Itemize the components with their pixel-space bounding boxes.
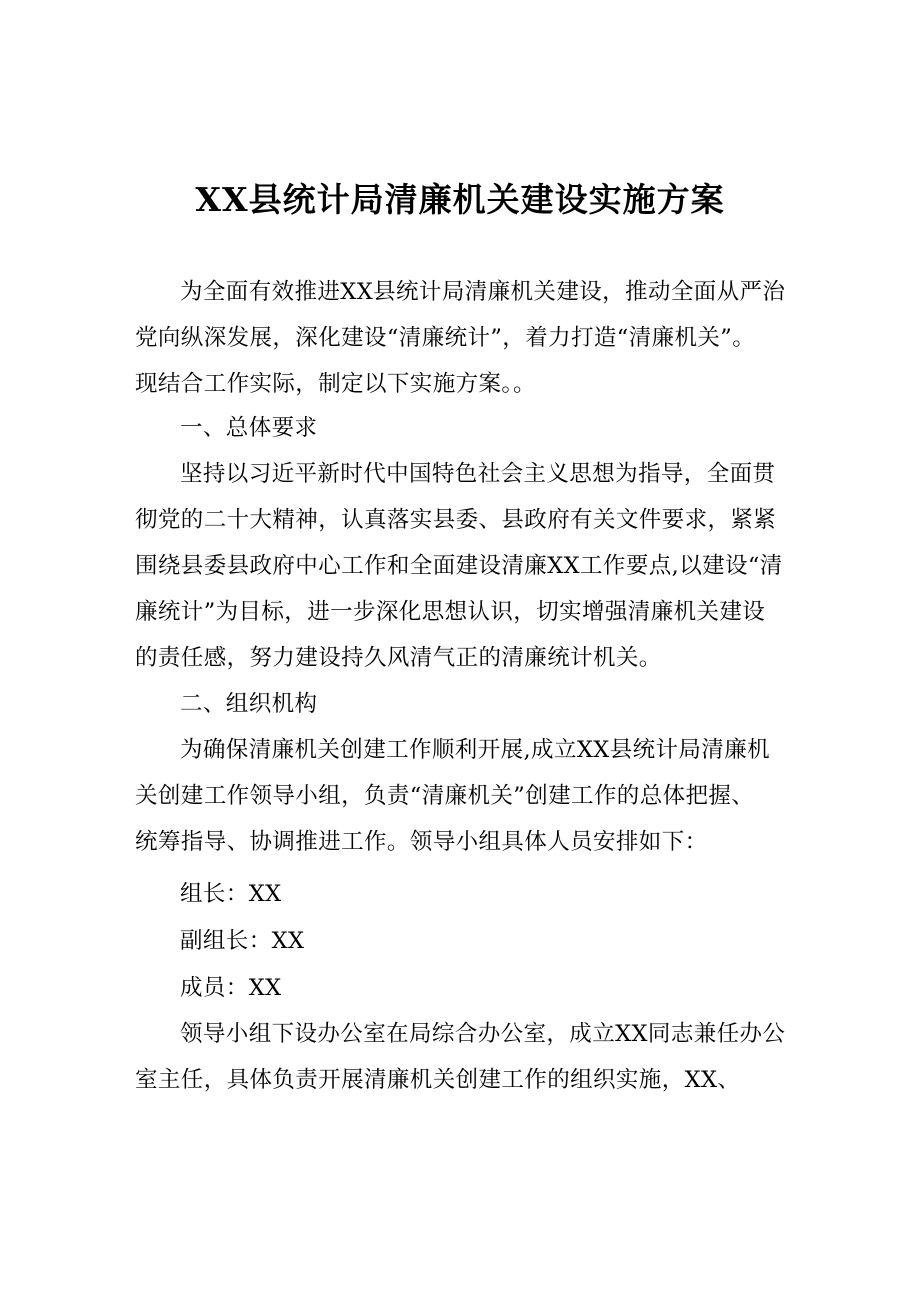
body-line: 为确保清廉机关创建工作顺利开展,成立XX县统计局清廉机: [180, 737, 770, 763]
member-line: 组长：XX: [180, 881, 282, 907]
body-line: 为全面有效推进XX县统计局清廉机关建设，推动全面从严治: [180, 279, 786, 305]
body-line: 的责任感，努力建设持久风清气正的清廉统计机关。: [135, 645, 662, 671]
member-line: 成员：XX: [180, 975, 282, 1001]
section-heading: 二、组织机构: [180, 691, 318, 717]
member-line: 副组长：XX: [180, 928, 305, 954]
body-line: 领导小组下设办公室在局综合办公室，成立XX同志兼任办公: [180, 1021, 786, 1047]
body-line: 党向纵深发展，深化建设“清廉统计”，着力打造“清廉机关”。: [135, 325, 756, 351]
body-line: 现结合工作实际，制定以下实施方案。。: [135, 371, 536, 397]
body-line: 围绕县委县政府中心工作和全面建设清廉XX工作要点,以建设“清: [135, 553, 783, 579]
section-heading: 一、总体要求: [180, 415, 318, 441]
body-line: 坚持以习近平新时代中国特色社会主义思想为指导，全面贯: [180, 461, 776, 487]
body-line: 彻党的二十大精神，认真落实县委、县政府有关文件要求，紧紧: [135, 507, 777, 533]
body-line: 廉统计”为目标，进一步深化思想认识，切实增强清廉机关建设: [135, 599, 766, 625]
document-title: XX县统计局清廉机关建设实施方案: [195, 180, 725, 219]
body-line: 关创建工作领导小组，负责“清廉机关”创建工作的总体把握、: [135, 783, 755, 809]
body-line: 室主任，具体负责开展清廉机关创建工作的组织实施，XX、: [135, 1067, 741, 1093]
body-line: 统筹指导、协调推进工作。领导小组具体人员安排如下：: [135, 829, 708, 855]
